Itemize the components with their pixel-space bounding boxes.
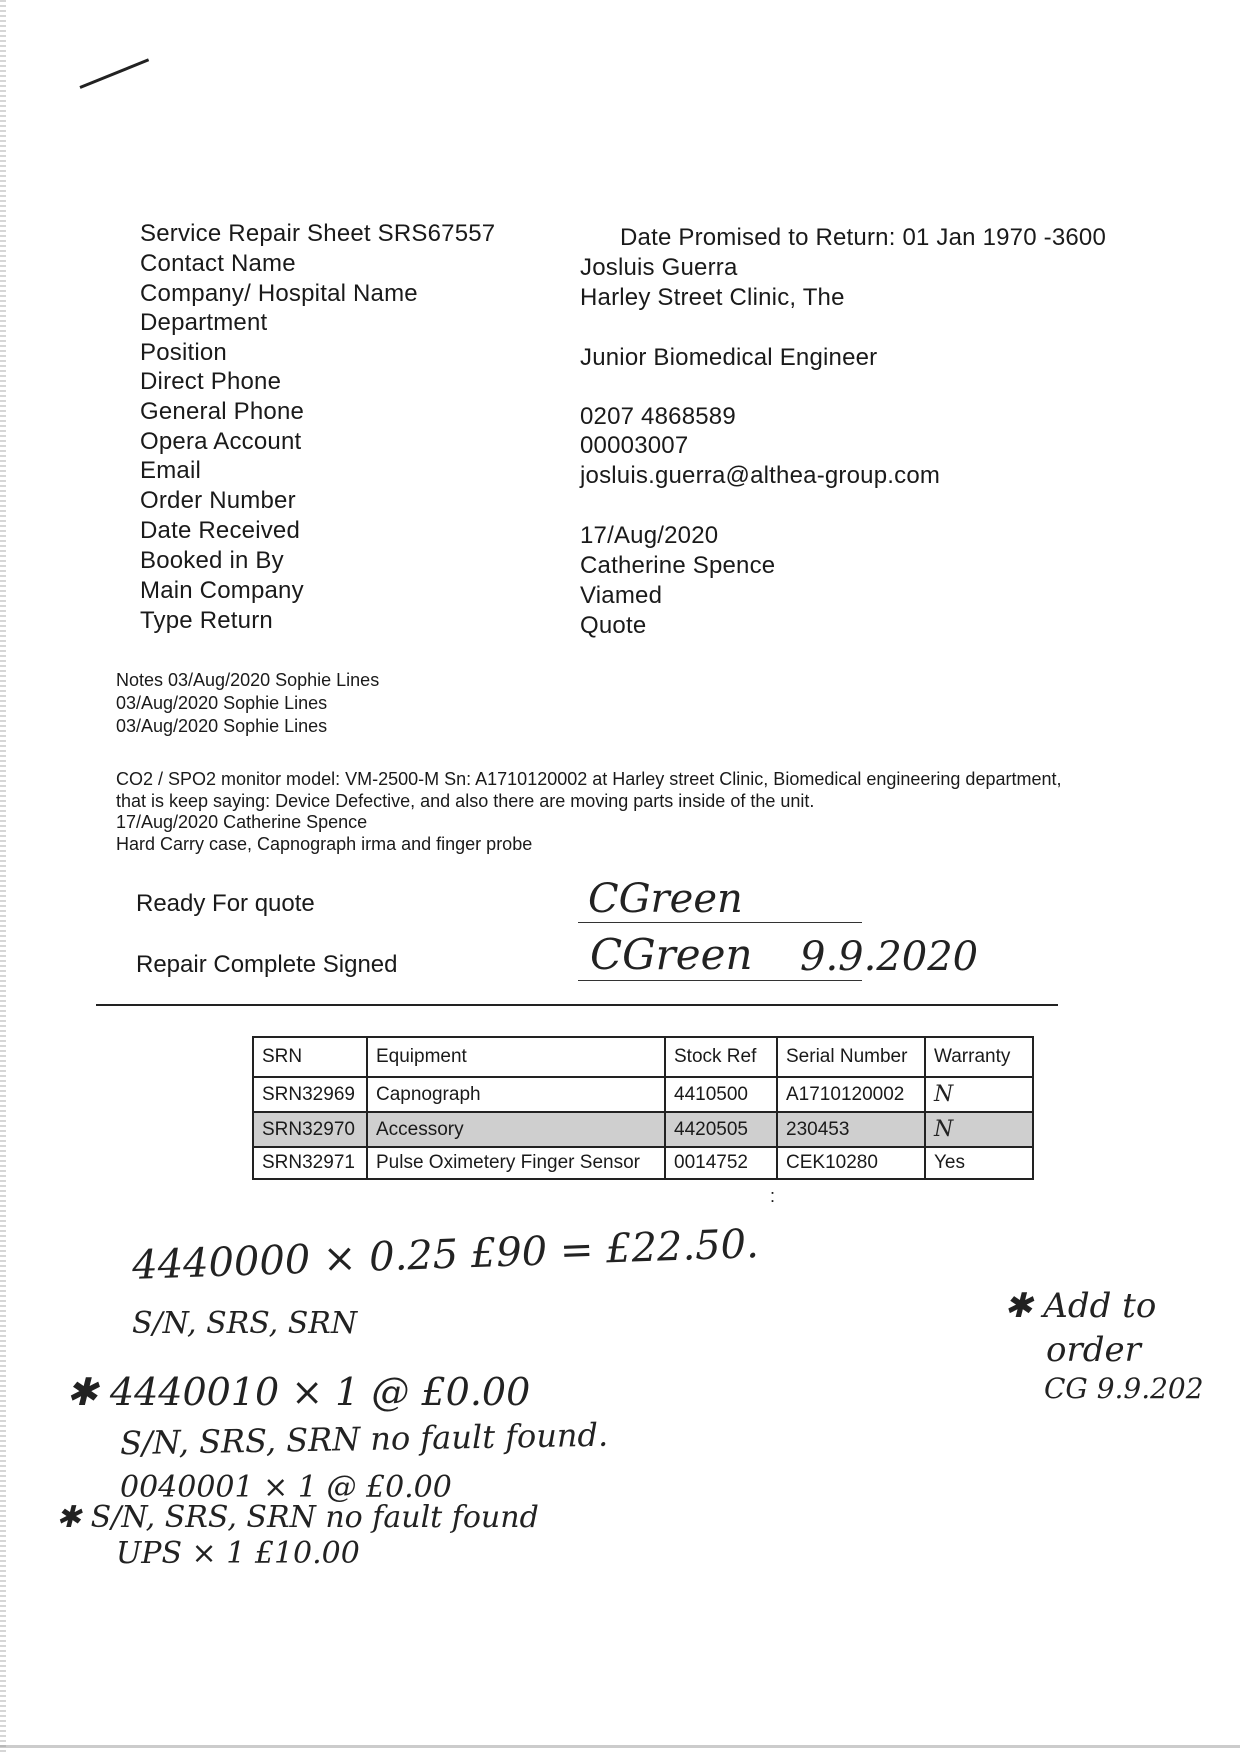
notes-line: Hard Carry case, Capnograph irma and finger probe — [116, 834, 533, 854]
field-label-opera-account: Opera Account — [140, 428, 302, 455]
field-value-type-return: Quote — [580, 612, 647, 639]
column-header: Serial Number — [777, 1037, 925, 1077]
cell-serial-number: CEK10280 — [777, 1147, 925, 1179]
field-value-company: Harley Street Clinic, The — [580, 284, 845, 311]
handwritten-note: ✱ 4440010 × 1 @ £0.00 — [66, 1370, 531, 1414]
pen-stroke-mark — [79, 58, 149, 89]
notes-line: 03/Aug/2020 Sophie Lines — [116, 716, 328, 736]
cell-serial-number: 230453 — [777, 1112, 925, 1147]
cell-equipment: Capnograph — [367, 1077, 665, 1112]
field-label-department: Department — [140, 309, 268, 336]
field-value-position: Junior Biomedical Engineer — [580, 344, 878, 371]
column-header: Stock Ref — [665, 1037, 777, 1077]
cell-stock-ref: 4420505 — [665, 1112, 777, 1147]
sheet-title: Service Repair Sheet SRS67557 — [140, 220, 496, 247]
repair-complete-date: 9.9.2020 — [800, 934, 979, 980]
column-header: SRN — [253, 1037, 367, 1077]
field-value-booked-in-by: Catherine Spence — [580, 552, 776, 579]
field-value-date-received: 17/Aug/2020 — [580, 522, 719, 549]
section-divider — [96, 1004, 1058, 1006]
field-label-general-phone: General Phone — [140, 398, 305, 425]
repair-complete-signature: CGreen — [590, 930, 753, 979]
handwritten-note: ✱ S/N, SRS, SRN no fault found — [56, 1500, 539, 1535]
field-label-main-company: Main Company — [140, 577, 304, 604]
field-label-order-number: Order Number — [140, 487, 296, 514]
equipment-table — [252, 1036, 1034, 1180]
scan-edge — [0, 0, 6, 1753]
table-row — [253, 1112, 1033, 1147]
notes-line: 03/Aug/2020 Sophie Lines — [116, 693, 328, 713]
field-value-email: josluis.guerra@althea-group.com — [580, 462, 941, 489]
cell-srn: SRN32970 — [253, 1112, 367, 1147]
date-promised: Date Promised to Return: 01 Jan 1970 -3600 — [620, 224, 1107, 251]
handwritten-note: S/N, SRS, SRN no fault found. — [119, 1415, 609, 1463]
cell-stock-ref: 4410500 — [665, 1077, 777, 1112]
handwritten-note: 0040001 × 1 @ £0.00 — [120, 1470, 452, 1505]
cell-equipment: Accessory — [367, 1112, 665, 1147]
handwritten-side-note: ✱ Add to — [1004, 1286, 1157, 1326]
handwritten-note: S/N, SRS, SRN — [132, 1306, 358, 1341]
field-label-date-received: Date Received — [140, 517, 301, 544]
handwritten-note: 4440000 × 0.25 £90 = £22.50. — [131, 1221, 760, 1289]
cell-warranty: N — [925, 1077, 1033, 1112]
handwritten-side-note: CG 9.9.202 — [1044, 1372, 1204, 1405]
scan-edge-bottom — [0, 1745, 1240, 1748]
table-row — [253, 1077, 1033, 1112]
repair-complete-label: Repair Complete Signed — [136, 951, 398, 978]
cell-serial-number: A1710120002 — [777, 1077, 925, 1112]
field-label-email: Email — [140, 457, 202, 484]
field-value-contact-name: Josluis Guerra — [580, 254, 738, 281]
notes-line: 17/Aug/2020 Catherine Spence — [116, 812, 368, 832]
notes-line: Notes 03/Aug/2020 Sophie Lines — [116, 670, 380, 690]
signature-line — [578, 922, 862, 923]
field-label-booked-in-by: Booked in By — [140, 547, 284, 574]
column-header: Warranty — [925, 1037, 1033, 1077]
field-label-direct-phone: Direct Phone — [140, 368, 282, 395]
signature-line — [578, 980, 862, 981]
field-value-main-company: Viamed — [580, 582, 663, 609]
field-value-general-phone: 0207 4868589 — [580, 403, 736, 430]
notes-line: CO2 / SPO2 monitor model: VM-2500-M Sn: A1710120002 at Harley street Clinic, Biomedical engineering department, — [116, 769, 1062, 789]
stray-colon-mark: : — [770, 1186, 776, 1206]
field-label-company: Company/ Hospital Name — [140, 280, 418, 307]
field-label-contact-name: Contact Name — [140, 250, 296, 277]
cell-warranty: N — [925, 1112, 1033, 1147]
table-row — [253, 1147, 1033, 1179]
cell-stock-ref: 0014752 — [665, 1147, 777, 1179]
cell-equipment: Pulse Oximetery Finger Sensor — [367, 1147, 665, 1179]
cell-srn: SRN32969 — [253, 1077, 367, 1112]
field-label-position: Position — [140, 339, 227, 366]
notes-line: that is keep saying: Device Defective, and also there are moving parts inside of the unit. — [116, 791, 815, 811]
table-header-row — [253, 1037, 1033, 1077]
cell-srn: SRN32971 — [253, 1147, 367, 1179]
field-value-opera-account: 00003007 — [580, 432, 689, 459]
handwritten-side-note: order — [1046, 1330, 1141, 1370]
handwritten-note: UPS × 1 £10.00 — [116, 1536, 360, 1571]
cell-warranty: Yes — [925, 1147, 1033, 1179]
ready-for-quote-label: Ready For quote — [136, 890, 315, 917]
ready-for-quote-signature: CGreen — [588, 876, 743, 922]
column-header: Equipment — [367, 1037, 665, 1077]
field-label-type-return: Type Return — [140, 607, 273, 634]
